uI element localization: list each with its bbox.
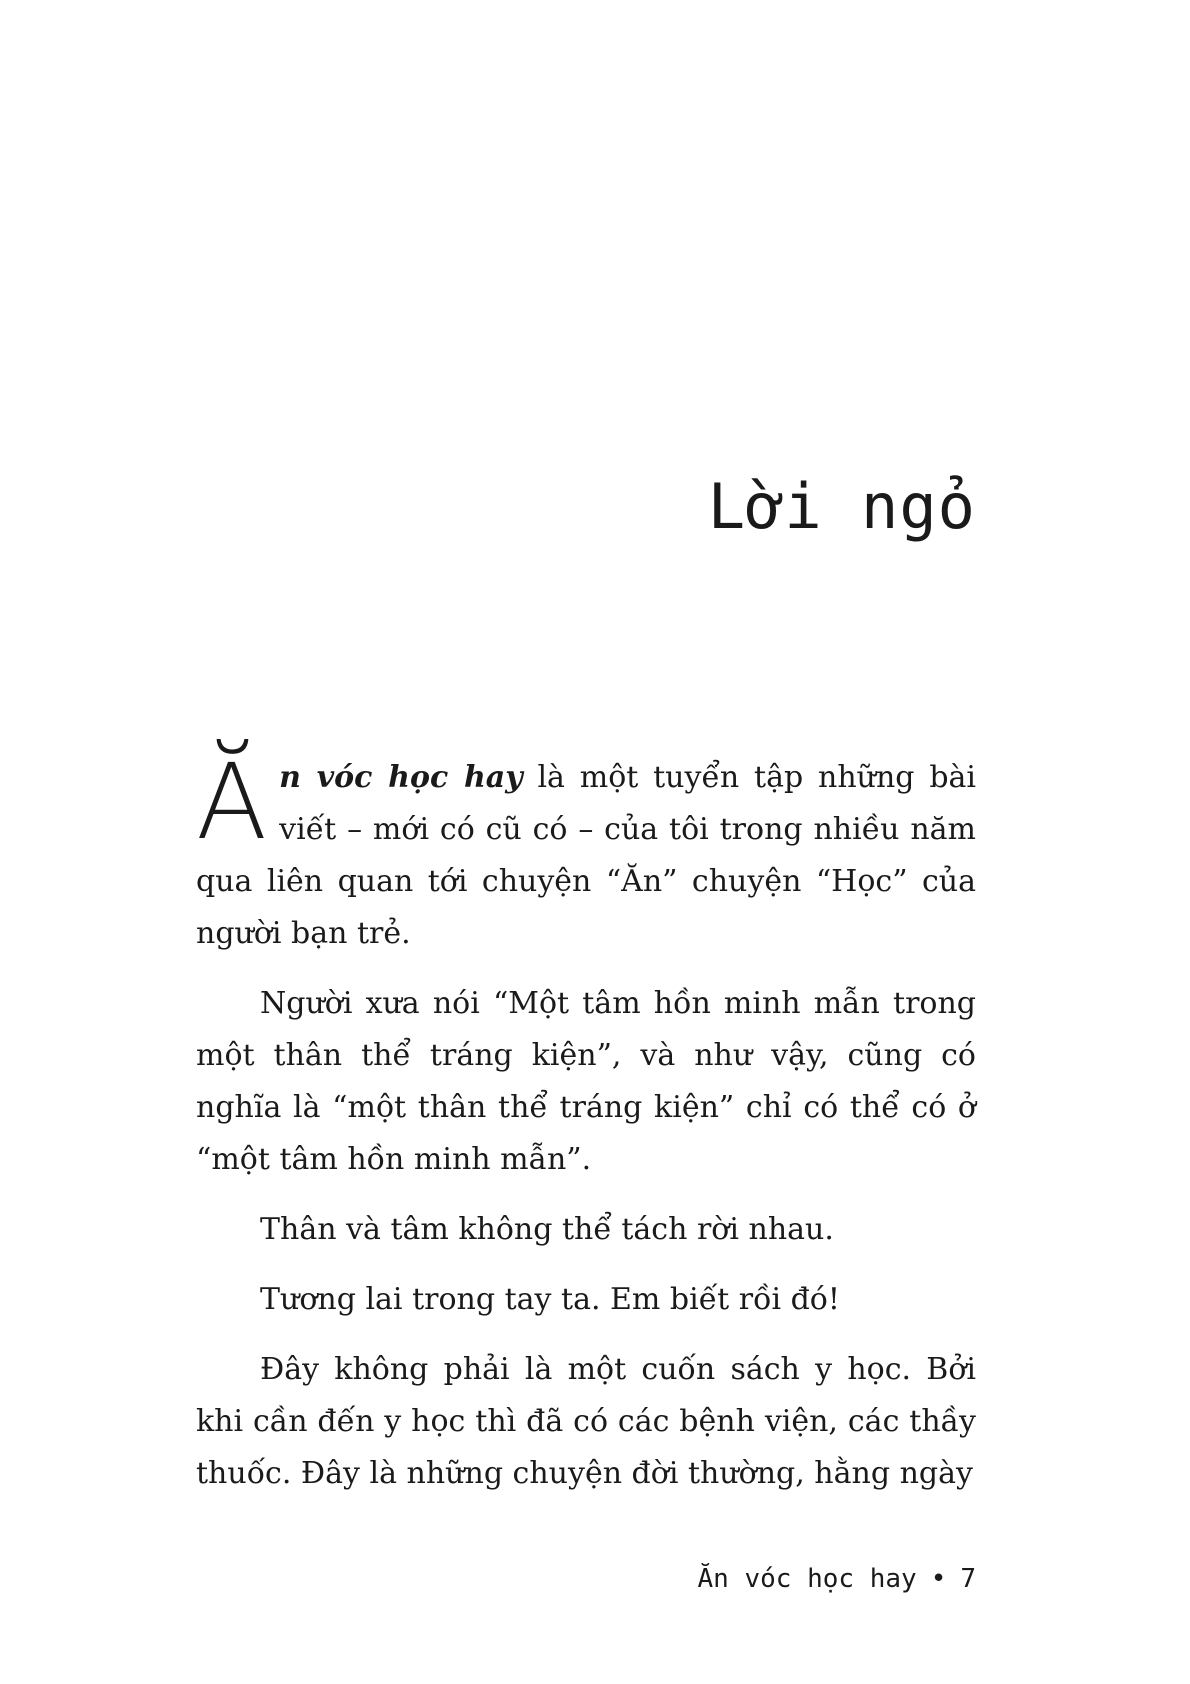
paragraph-1	[196, 741, 976, 960]
footer-book-title: Ăn vóc học hay	[697, 1564, 917, 1594]
drop-cap: Ă	[196, 741, 268, 863]
page-number: 7	[960, 1564, 976, 1594]
book-title-lead: n vóc học hay	[279, 760, 523, 795]
running-footer	[698, 1564, 976, 1594]
paragraph-5: Đây không phải là một cuốn sách y học. Bởi khi cần đến y học thì đã có các bệnh viện, các thầy thuốc. Đây là những chuyện đời thường, hằng ngày	[196, 1352, 976, 1491]
paragraph-4: Tương lai trong tay ta. Em biết rồi đó!	[260, 1282, 840, 1317]
chapter-title: Lời ngỏ	[707, 470, 976, 543]
paragraph-3: Thân và tâm không thể tách rời nhau.	[260, 1212, 834, 1247]
footer-separator: •	[930, 1564, 947, 1594]
paragraph-2: Người xưa nói “Một tâm hồn minh mẫn trong một thân thể tráng kiện”, và như vậy, cũng có nghĩa là “một thân thể tráng kiện” chỉ có thể có ở “một tâm hồn minh mẫn”.	[196, 986, 976, 1177]
body-text	[196, 741, 976, 1518]
paragraph-1-text: là một tuyển tập những bài viết – mới có cũ có – của tôi trong nhiều năm qua liên quan tới chuyện “Ăn” chuyện “Học” của người bạn trẻ.	[196, 760, 976, 951]
